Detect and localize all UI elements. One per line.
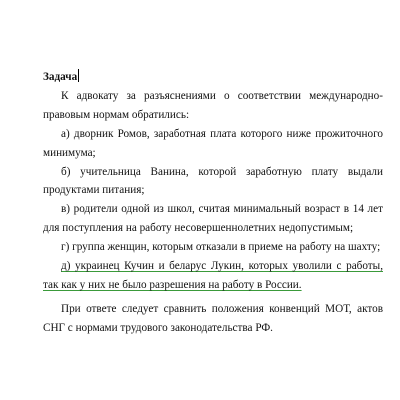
paragraph-item-v: в) родители одной из школ, считая минимальный возраст в 14 лет для поступления на работу несовершеннолетних недопустимым; xyxy=(43,203,383,235)
paragraph-item-d xyxy=(43,257,383,295)
document-page xyxy=(43,68,383,338)
text-cursor xyxy=(78,69,79,82)
paragraph-intro: К адвокату за разъяснениями о соответствии международно-правовым нормам обратились: xyxy=(43,89,383,121)
paragraph-item-b: б) учительница Ванина, которой заработную плату выдали продуктами питания; xyxy=(43,165,383,197)
paragraph-item-a: а) дворник Ромов, заработная плата которого ниже прожиточного минимума; xyxy=(43,127,383,159)
paragraph-conclusion: При ответе следует сравнить положения конвенций МОТ, актов СНГ с нормами трудового законодательства РФ. xyxy=(43,302,383,334)
title-text: Задача xyxy=(43,71,78,83)
paragraph-item-g: г) группа женщин, которым отказали в приеме на работу на шахту; xyxy=(61,241,381,254)
grammar-underlined-text: д) украинец Кучин и беларус Лукин, которых уволили с работы, так как у них не было разрешения на работу в России. xyxy=(43,260,383,291)
document-title xyxy=(43,68,383,87)
